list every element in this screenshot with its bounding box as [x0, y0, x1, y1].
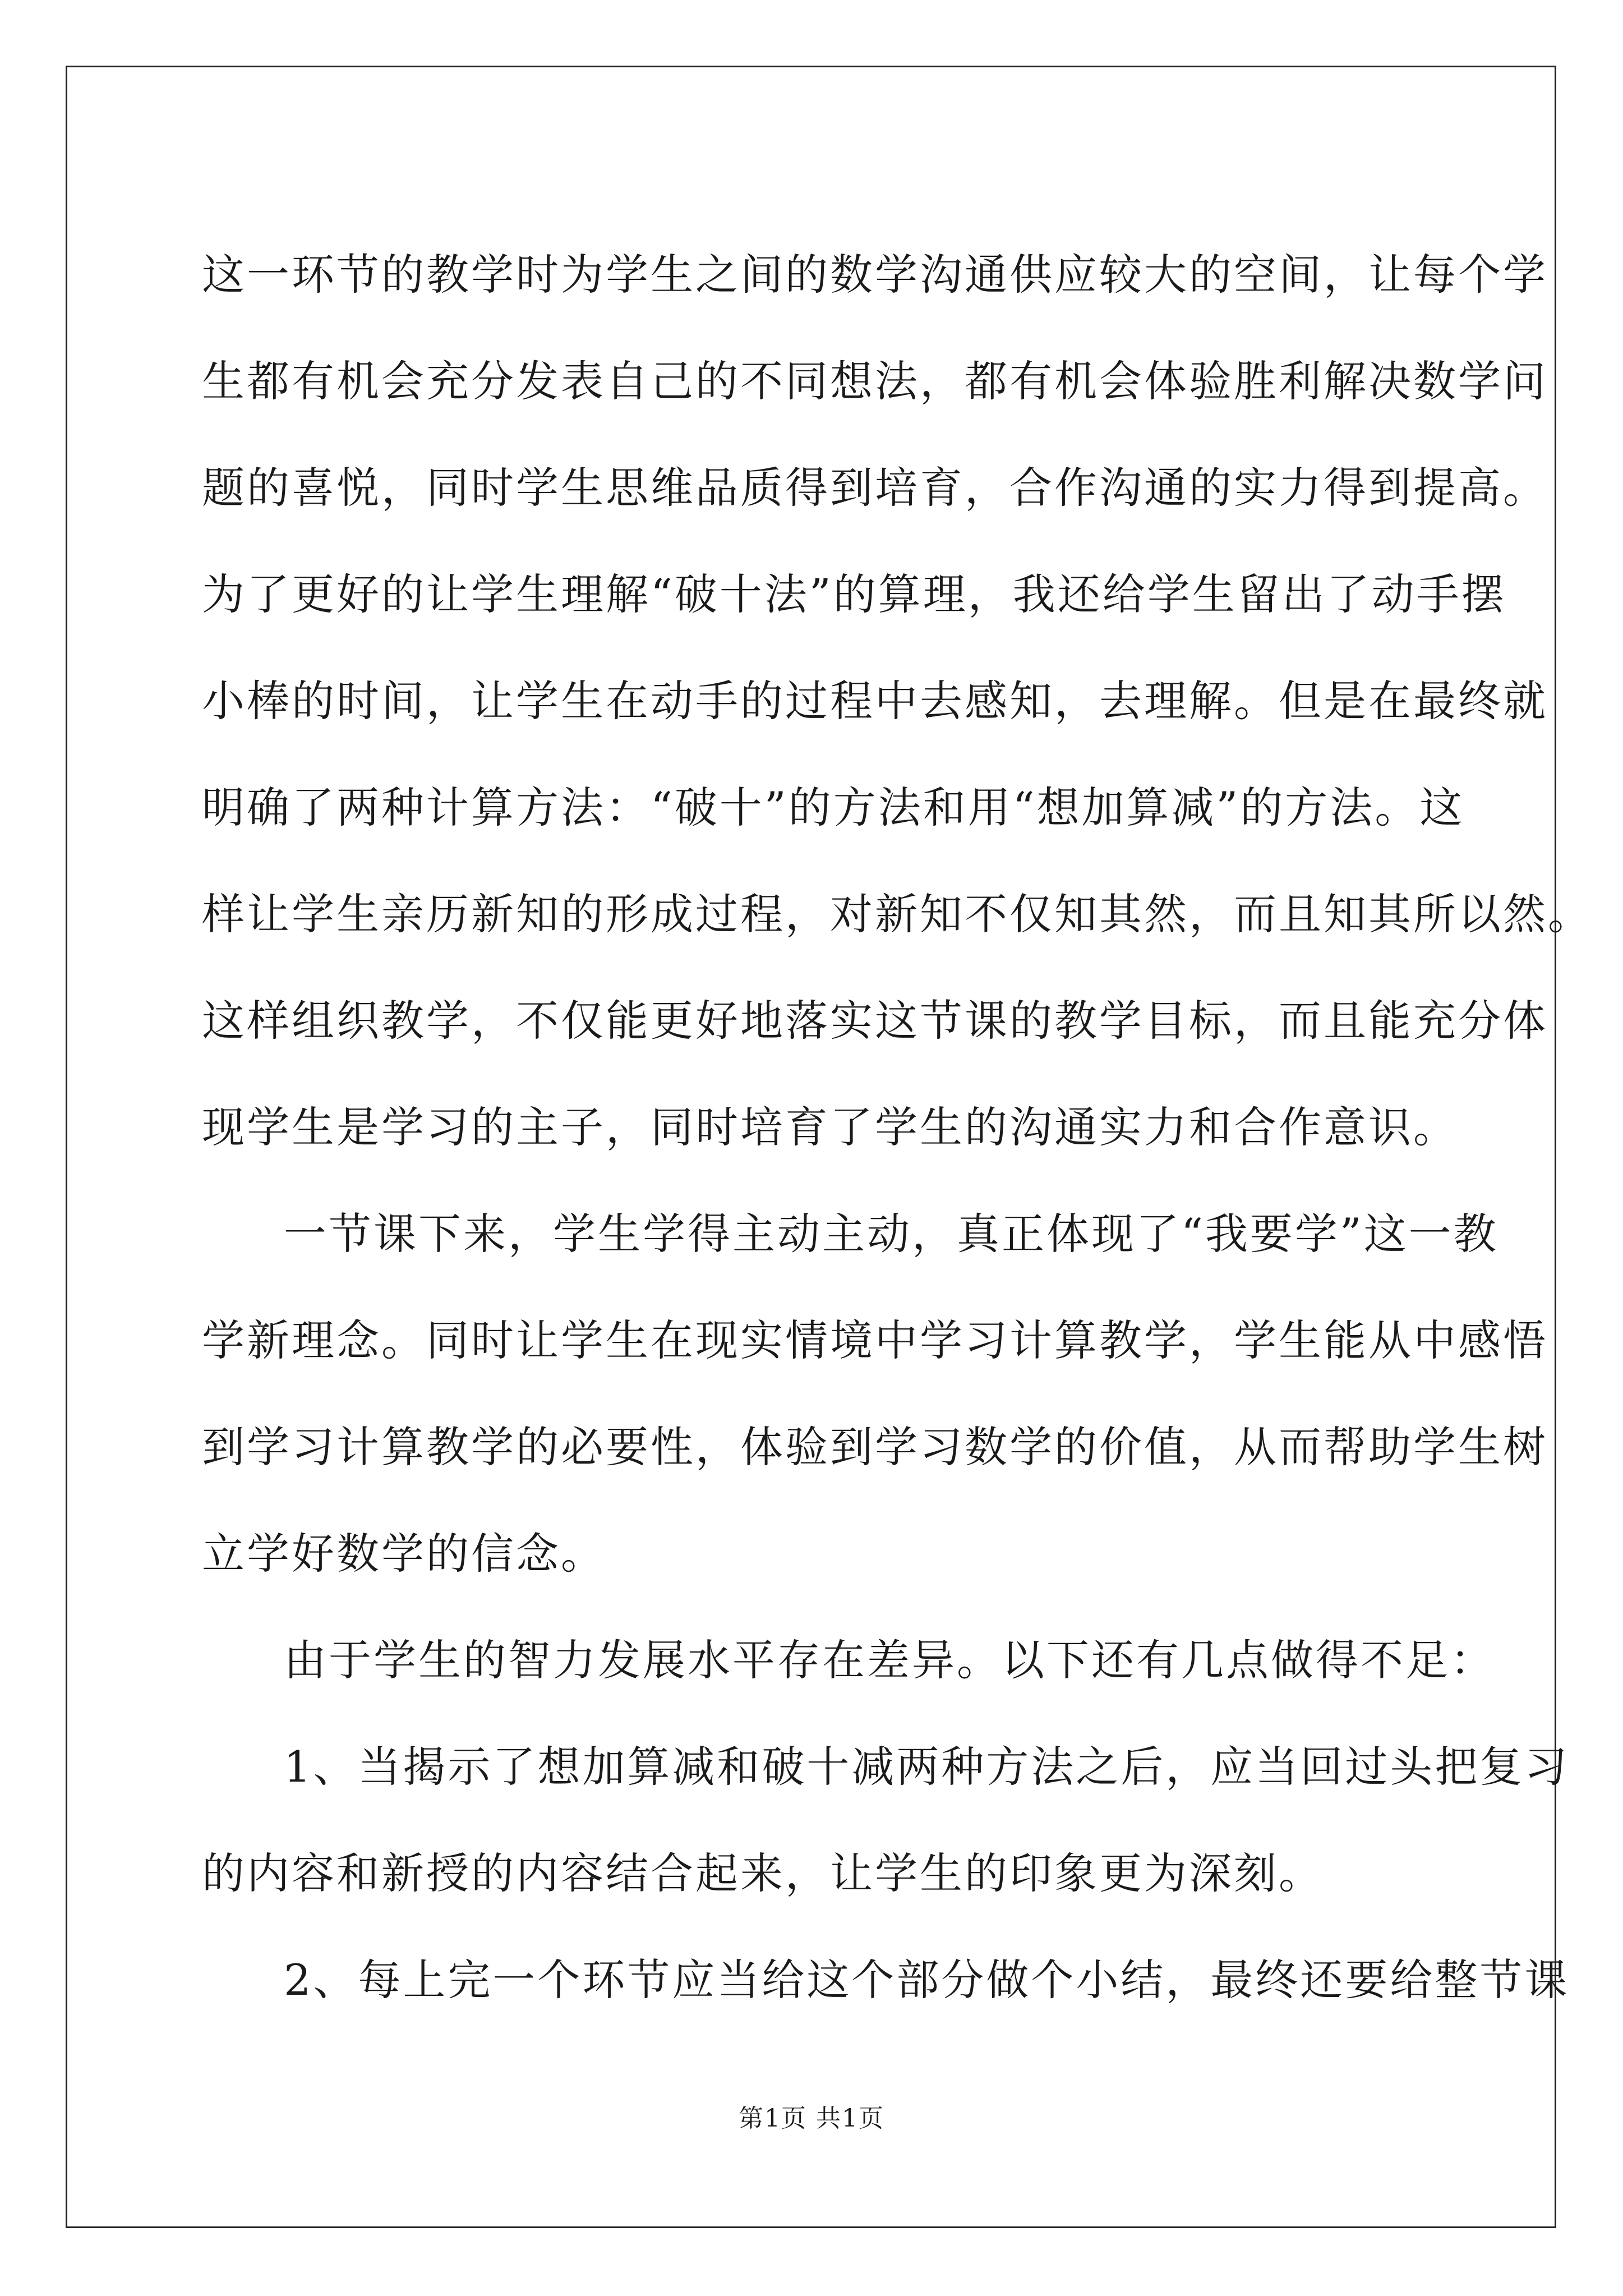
list-item-start-line: 2、每上完一个环节应当给这个部分做个小结，最终还要给整节课 [284, 1955, 1570, 2005]
text-line: 立学好数学的信念。 [202, 1529, 606, 1579]
list-item-start-line: 1、当揭示了想加算减和破十减两种方法之后，应当回过头把复习 [284, 1742, 1570, 1792]
text-line: 现学生是学习的主子，同时培育了学生的沟通实力和合作意识。 [202, 1102, 1458, 1152]
text-line: 生都有机会充分发表自己的不同想法，都有机会体验胜利解决数学问 [202, 356, 1548, 406]
text-line: 样让学生亲历新知的形成过程，对新知不仅知其然，而且知其所以然。 [202, 889, 1593, 939]
text-line: 为了更好的让学生理解“破十法”的算理，我还给学生留出了动手摆 [202, 569, 1506, 619]
text-line: 学新理念。同时让学生在现实情境中学习计算教学，学生能从中感悟 [202, 1315, 1548, 1365]
text-line: 小棒的时间，让学生在动手的过程中去感知，去理解。但是在最终就 [202, 676, 1548, 726]
paragraph-start-line: 由于学生的智力发展水平存在差异。以下还有几点做得不足： [284, 1635, 1495, 1685]
text-line: 这样组织教学，不仅能更好地落实这节课的教学目标，而且能充分体 [202, 996, 1548, 1046]
paragraph-start-line: 一节课下来，学生学得主动主动，真正体现了“我要学”这一教 [284, 1209, 1498, 1259]
text-line: 题的喜悦，同时学生思维品质得到培育，合作沟通的实力得到提高。 [202, 463, 1548, 513]
text-line: 这一环节的教学时为学生之间的数学沟通供应较大的空间，让每个学 [202, 250, 1548, 300]
page-footer: 第1页 共1页 [739, 2104, 884, 2133]
text-line: 到学习计算教学的必要性，体验到学习数学的价值，从而帮助学生树 [202, 1422, 1548, 1472]
text-line: 明确了两种计算方法：“破十”的方法和用“想加算减”的方法。这 [202, 783, 1465, 832]
document-body [202, 222, 1593, 2033]
text-line: 的内容和新授的内容结合起来，让学生的印象更为深刻。 [202, 1848, 1324, 1898]
